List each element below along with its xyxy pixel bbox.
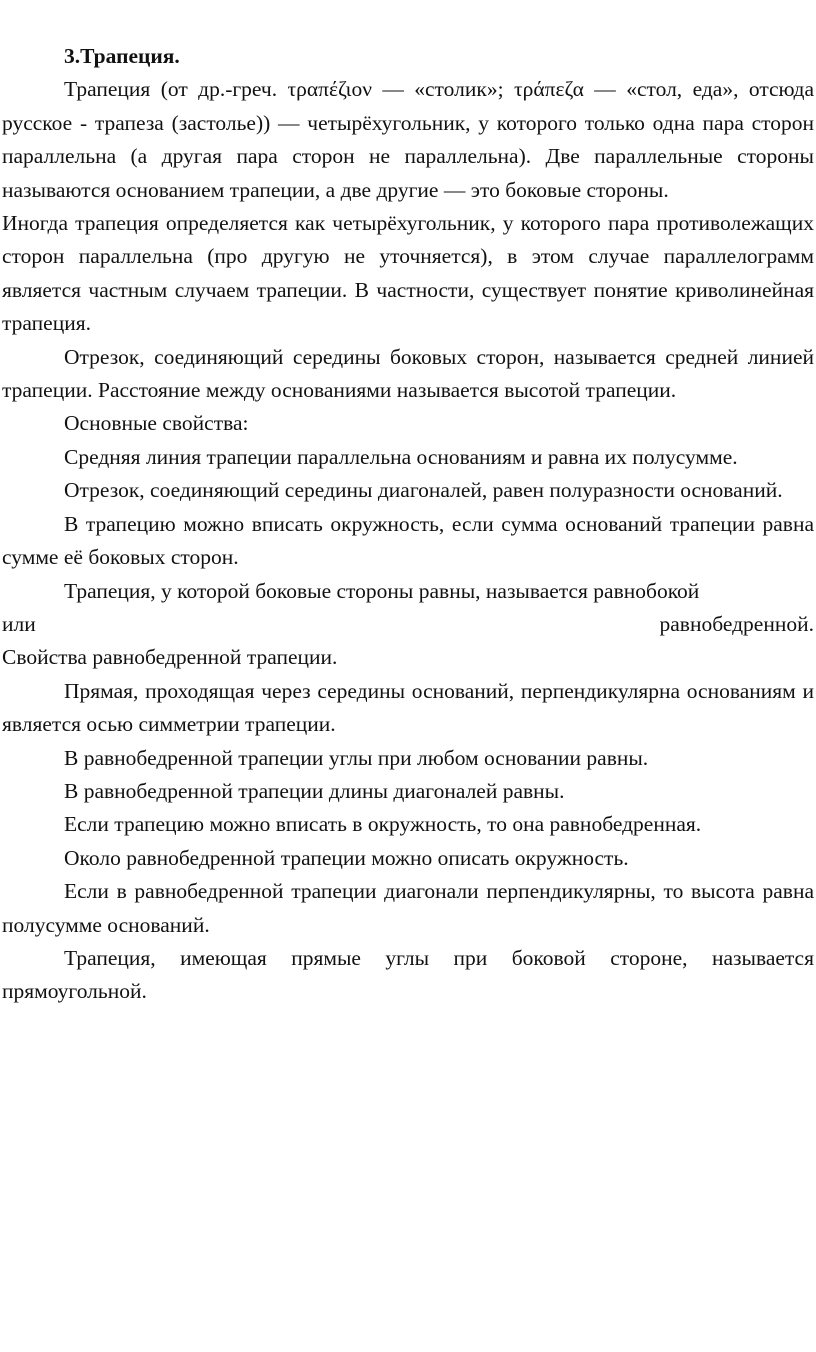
paragraph-definition: Трапеция (от др.-греч. τραπέζιον — «столик»; τράπεζα — «стол, еда», отсюда русское - трапеза (застолье)) — четырёхугольник, у которого только одна пара сторон параллельна (а другая пара сторон не параллельна). Две параллельные стороны называются основанием трапеции, а две другие — это боковые стороны. — [2, 77, 814, 202]
paragraph-property-diagonal-midpoints: Отрезок, соединяющий середины диагоналей, равен полуразности оснований. — [64, 478, 783, 503]
paragraph-right-trapezoid: Трапеция, имеющая прямые углы при боковой стороне, называется прямоугольной. — [2, 945, 814, 1004]
paragraph-properties-heading: Основные свойства: — [64, 411, 249, 436]
paragraph-alternative-definition: Иногда трапеция определяется как четырёхугольник, у которого пара противолежащих сторон параллельна (про другую не уточняется), в этом случае параллелограмм является частным случаем трапеции. В частности, существует понятие криволинейная трапеция. — [2, 211, 814, 336]
section-heading: 3.Трапеция. — [64, 44, 180, 68]
paragraph-midline: Отрезок, соединяющий середины боковых сторон, называется средней линией трапеции. Расстояние между основаниями называется высотой трапеции. — [2, 344, 814, 403]
paragraph-isosceles-circumcircle: Около равнобедренной трапеции можно описать окружность. — [64, 845, 629, 870]
paragraph-isosceles-diagonals: В равнобедренной трапеции длины диагоналей равны. — [64, 778, 565, 803]
paragraph-isosceles-perpendicular-diagonals: Если в равнобедренной трапеции диагонали перпендикулярны, то высота равна полусумме оснований. — [2, 879, 814, 937]
paragraph-isosceles-properties-heading: Свойства равнобедренной трапеции. — [2, 645, 338, 670]
isosceles-definition-or: или — [2, 611, 36, 636]
paragraph-isosceles-base-angles: В равнобедренной трапеции углы при любом основании равны. — [64, 745, 649, 770]
paragraph-isosceles-definition — [2, 575, 814, 642]
isosceles-definition-line2 — [2, 608, 814, 641]
isosceles-definition-line1: Трапеция, у которой боковые стороны равны, называется равнобокой — [64, 578, 700, 603]
paragraph-isosceles-symmetry-axis: Прямая, проходящая через середины оснований, перпендикулярна основаниям и является осью симметрии трапеции. — [2, 678, 814, 737]
paragraph-property-incircle: В трапецию можно вписать окружность, если сумма оснований трапеции равна сумме её боковых сторон. — [2, 511, 814, 570]
document-page — [0, 40, 816, 1009]
isosceles-definition-term: равнобедренной. — [659, 611, 814, 636]
paragraph-isosceles-cyclic: Если трапецию можно вписать в окружность, то она равнобедренная. — [64, 812, 702, 837]
paragraph-property-midline: Средняя линия трапеции параллельна основаниям и равна их полусумме. — [64, 444, 738, 469]
